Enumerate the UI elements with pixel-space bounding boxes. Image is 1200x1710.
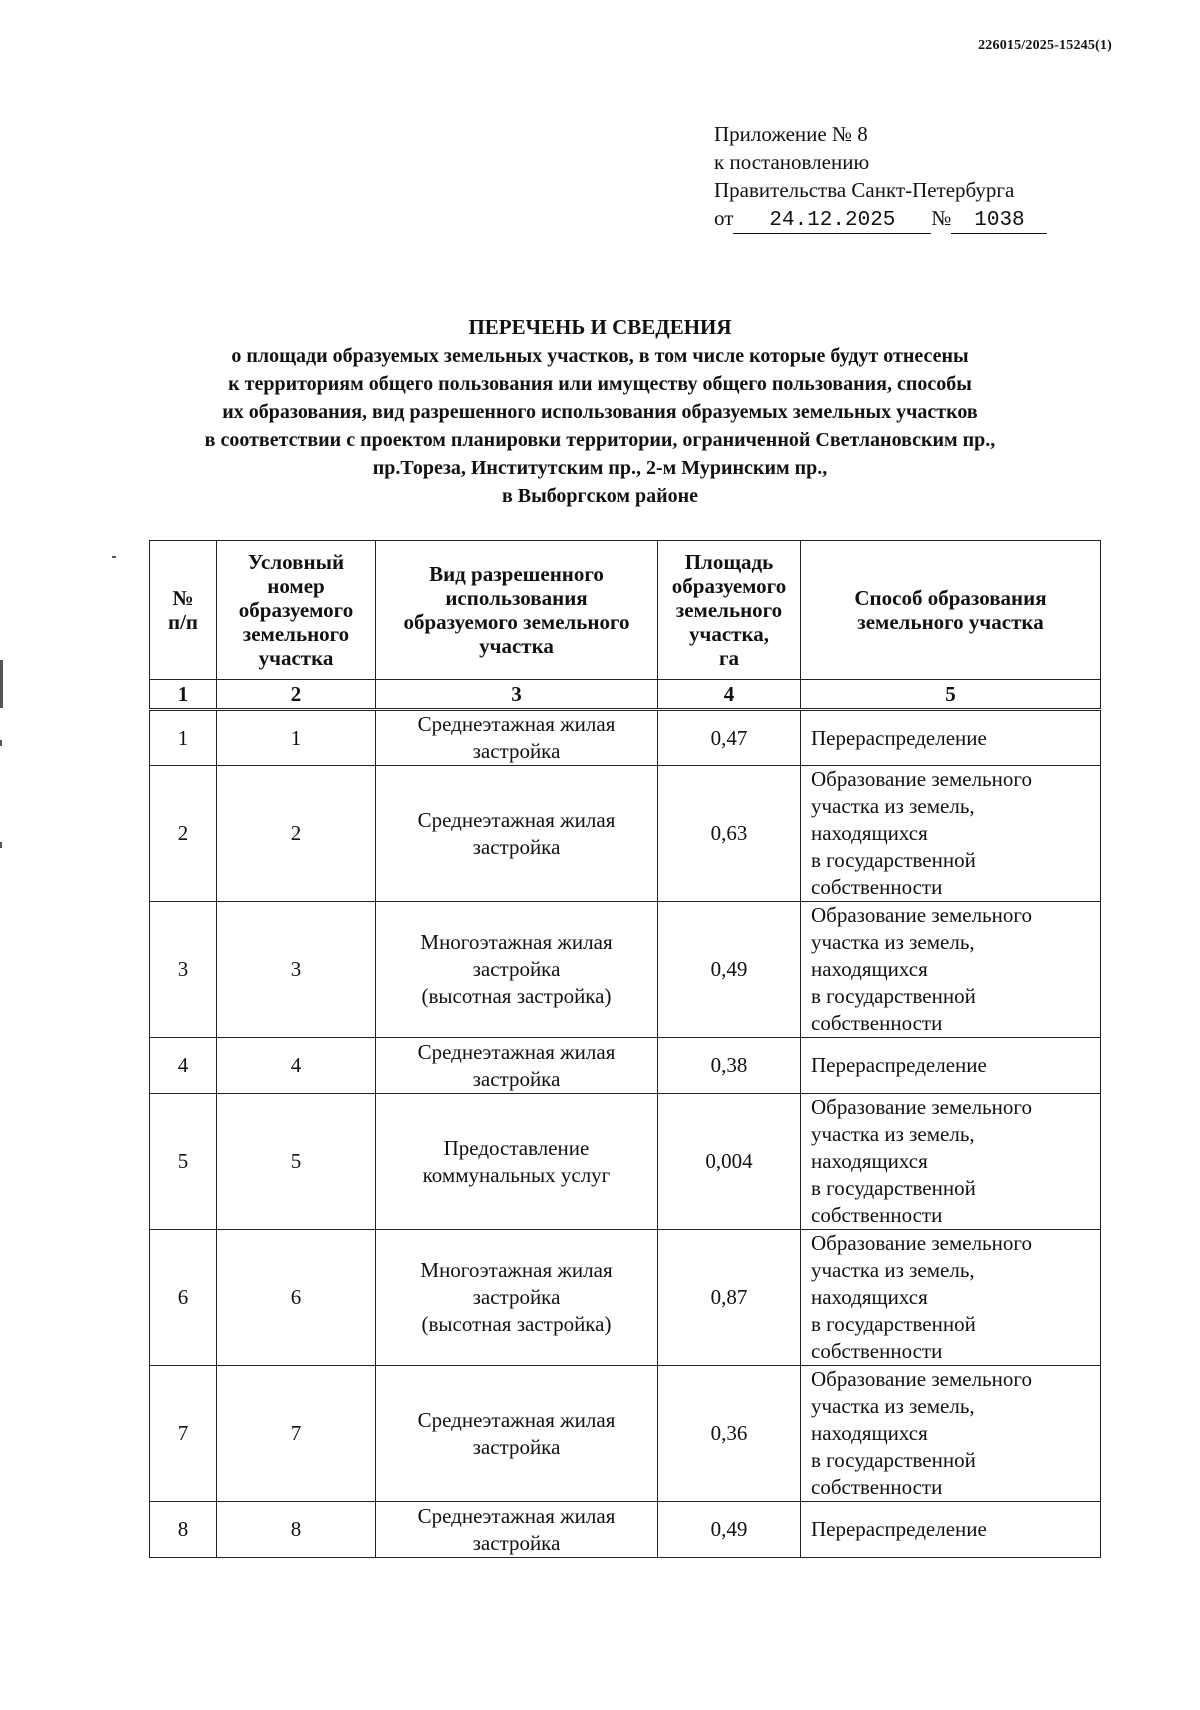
document-number: 226015/2025-15245(1)	[978, 38, 1112, 53]
plot-id-cell: 6	[217, 1230, 376, 1366]
row-number-cell: 1	[150, 710, 217, 766]
area-cell: 0,49	[658, 902, 801, 1038]
row-number-cell: 4	[150, 1038, 217, 1094]
method-line: участка из земель,	[811, 1122, 975, 1146]
scan-mark	[0, 842, 2, 848]
permitted-use-cell	[376, 1366, 658, 1502]
permitted-use-line: Предоставление	[443, 1135, 590, 1160]
method-cell	[801, 1038, 1101, 1094]
method-line: находящихся	[811, 1149, 928, 1173]
method-line: в государственной	[811, 1176, 976, 1200]
resolution-number: 1038	[951, 209, 1047, 234]
title-line: к территориям общего пользования или имуществу общего пользования, способы	[228, 373, 972, 395]
method-line: Перераспределение	[811, 1053, 987, 1077]
permitted-use-line: Многоэтажная жилая	[420, 1258, 613, 1282]
permitted-use-line: застройка	[472, 1434, 561, 1459]
method-line: находящихся	[811, 821, 928, 845]
document-title	[60, 312, 1140, 510]
area-cell: 0,36	[658, 1366, 801, 1502]
method-line: участка из земель,	[811, 930, 975, 954]
row-number-cell: 2	[150, 766, 217, 902]
method-line: находящихся	[811, 1285, 928, 1309]
table-row	[150, 1502, 1101, 1558]
permitted-use-line: застройка	[472, 1285, 561, 1309]
method-line: участка из земель,	[811, 1258, 975, 1282]
permitted-use-line: (высотная застройка)	[421, 1312, 612, 1336]
permitted-use-line: застройка	[472, 834, 561, 859]
method-line: в государственной	[811, 1448, 976, 1472]
date-prefix: от	[714, 206, 734, 230]
table-row	[150, 710, 1101, 766]
method-cell	[801, 1230, 1101, 1366]
title-line: пр.Тореза, Институтским пр., 2-м Муринским пр.,	[372, 457, 828, 479]
permitted-use-line: Среднеэтажная жилая	[417, 1039, 616, 1064]
method-line: собственности	[811, 1011, 943, 1035]
table-row	[150, 1230, 1101, 1366]
permitted-use-line: Многоэтажная жилая	[420, 930, 613, 954]
row-number-cell: 5	[150, 1094, 217, 1230]
column-number: 2	[217, 680, 376, 710]
title-line: в Выборгском районе	[501, 485, 699, 507]
column-number-row	[150, 680, 1101, 710]
plot-id-cell: 3	[217, 902, 376, 1038]
appendix-block	[714, 120, 1047, 234]
scan-mark	[0, 740, 2, 746]
method-line: находящихся	[811, 1421, 928, 1445]
method-cell	[801, 1366, 1101, 1502]
title-heading: ПЕРЕЧЕНЬ И СВЕДЕНИЯ	[468, 315, 732, 339]
method-line: Образование земельного	[811, 1231, 1032, 1255]
land-plots-table	[149, 540, 1101, 1558]
method-line: собственности	[811, 1203, 943, 1227]
area-cell: 0,004	[658, 1094, 801, 1230]
table-row	[150, 902, 1101, 1038]
method-line: участка из земель,	[811, 794, 975, 818]
permitted-use-line: Среднеэтажная жилая	[417, 712, 616, 736]
title-line: о площади образуемых земельных участков, в том числе которые будут отнесены	[231, 345, 969, 367]
row-number-cell: 6	[150, 1230, 217, 1366]
permitted-use-line: застройка	[472, 957, 561, 981]
permitted-use-line: Среднеэтажная жилая	[417, 1407, 616, 1432]
method-line: Образование земельного	[811, 1095, 1032, 1119]
permitted-use-line: застройка	[472, 1066, 561, 1091]
permitted-use-cell	[376, 1230, 658, 1366]
permitted-use-line: Среднеэтажная жилая	[417, 1503, 616, 1528]
method-cell	[801, 1502, 1101, 1558]
table-row	[150, 1038, 1101, 1094]
method-line: собственности	[811, 875, 943, 899]
table-row	[150, 1366, 1101, 1502]
permitted-use-cell	[376, 1038, 658, 1094]
plot-id-cell: 8	[217, 1502, 376, 1558]
scan-mark	[112, 556, 116, 558]
method-line: Образование земельного	[811, 767, 1032, 791]
row-number-cell: 3	[150, 902, 217, 1038]
permitted-use-line: застройка	[472, 1530, 561, 1555]
number-prefix: №	[931, 206, 952, 230]
method-line: находящихся	[811, 957, 928, 981]
table-row	[150, 1094, 1101, 1230]
header-cell-method: Способ образования земельного участка	[801, 541, 1101, 680]
method-line: собственности	[811, 1475, 943, 1499]
plot-id-cell: 7	[217, 1366, 376, 1502]
permitted-use-line: (высотная застройка)	[421, 984, 612, 1008]
method-cell	[801, 710, 1101, 766]
method-line: в государственной	[811, 984, 976, 1008]
permitted-use-line: Среднеэтажная жилая	[417, 807, 616, 832]
table-row	[150, 766, 1101, 902]
column-number: 4	[658, 680, 801, 710]
row-number-cell: 7	[150, 1366, 217, 1502]
title-line: их образования, вид разрешенного использования образуемых земельных участков	[222, 401, 978, 423]
permitted-use-cell	[376, 710, 658, 766]
column-number: 1	[150, 680, 217, 710]
permitted-use-cell	[376, 1094, 658, 1230]
permitted-use-cell	[376, 902, 658, 1038]
table-header-row	[150, 541, 1101, 680]
header-cell-area: Площадь образуемого земельного участка, га	[658, 541, 801, 680]
method-cell	[801, 766, 1101, 902]
permitted-use-line: застройка	[472, 739, 561, 763]
plot-id-cell: 5	[217, 1094, 376, 1230]
method-cell	[801, 1094, 1101, 1230]
method-cell	[801, 902, 1101, 1038]
method-line: в государственной	[811, 1312, 976, 1336]
plot-id-cell: 1	[217, 710, 376, 766]
area-cell: 0,38	[658, 1038, 801, 1094]
appendix-date-line	[714, 204, 1047, 234]
method-line: участка из земель,	[811, 1394, 975, 1418]
column-number: 5	[801, 680, 1101, 710]
area-cell: 0,87	[658, 1230, 801, 1366]
title-line: в соответствии с проектом планировки территории, ограниченной Светлановским пр.,	[204, 429, 996, 451]
scan-mark	[0, 660, 3, 708]
header-cell-permitted-use: Вид разрешенного использования образуемого земельного участка	[376, 541, 658, 680]
permitted-use-cell	[376, 1502, 658, 1558]
permitted-use-line: коммунальных услуг	[422, 1162, 611, 1187]
appendix-title: Приложение № 8	[714, 122, 868, 146]
resolution-date: 24.12.2025	[733, 209, 931, 234]
header-cell-number: № п/п	[150, 541, 217, 680]
column-number: 3	[376, 680, 658, 710]
method-line: Образование земельного	[811, 1367, 1032, 1391]
area-cell: 0,49	[658, 1502, 801, 1558]
method-line: собственности	[811, 1339, 943, 1363]
area-cell: 0,47	[658, 710, 801, 766]
plot-id-cell: 4	[217, 1038, 376, 1094]
row-number-cell: 8	[150, 1502, 217, 1558]
method-line: в государственной	[811, 848, 976, 872]
area-cell: 0,63	[658, 766, 801, 902]
permitted-use-cell	[376, 766, 658, 902]
method-line: Перераспределение	[811, 725, 987, 750]
method-line: Перераспределение	[811, 1517, 987, 1541]
header-cell-plot-id: Условный номер образуемого земельного участка	[217, 541, 376, 680]
method-line: Образование земельного	[811, 903, 1032, 927]
appendix-line-2: к постановлению	[714, 150, 870, 174]
plot-id-cell: 2	[217, 766, 376, 902]
appendix-line-3: Правительства Санкт-Петербурга	[714, 178, 1015, 202]
